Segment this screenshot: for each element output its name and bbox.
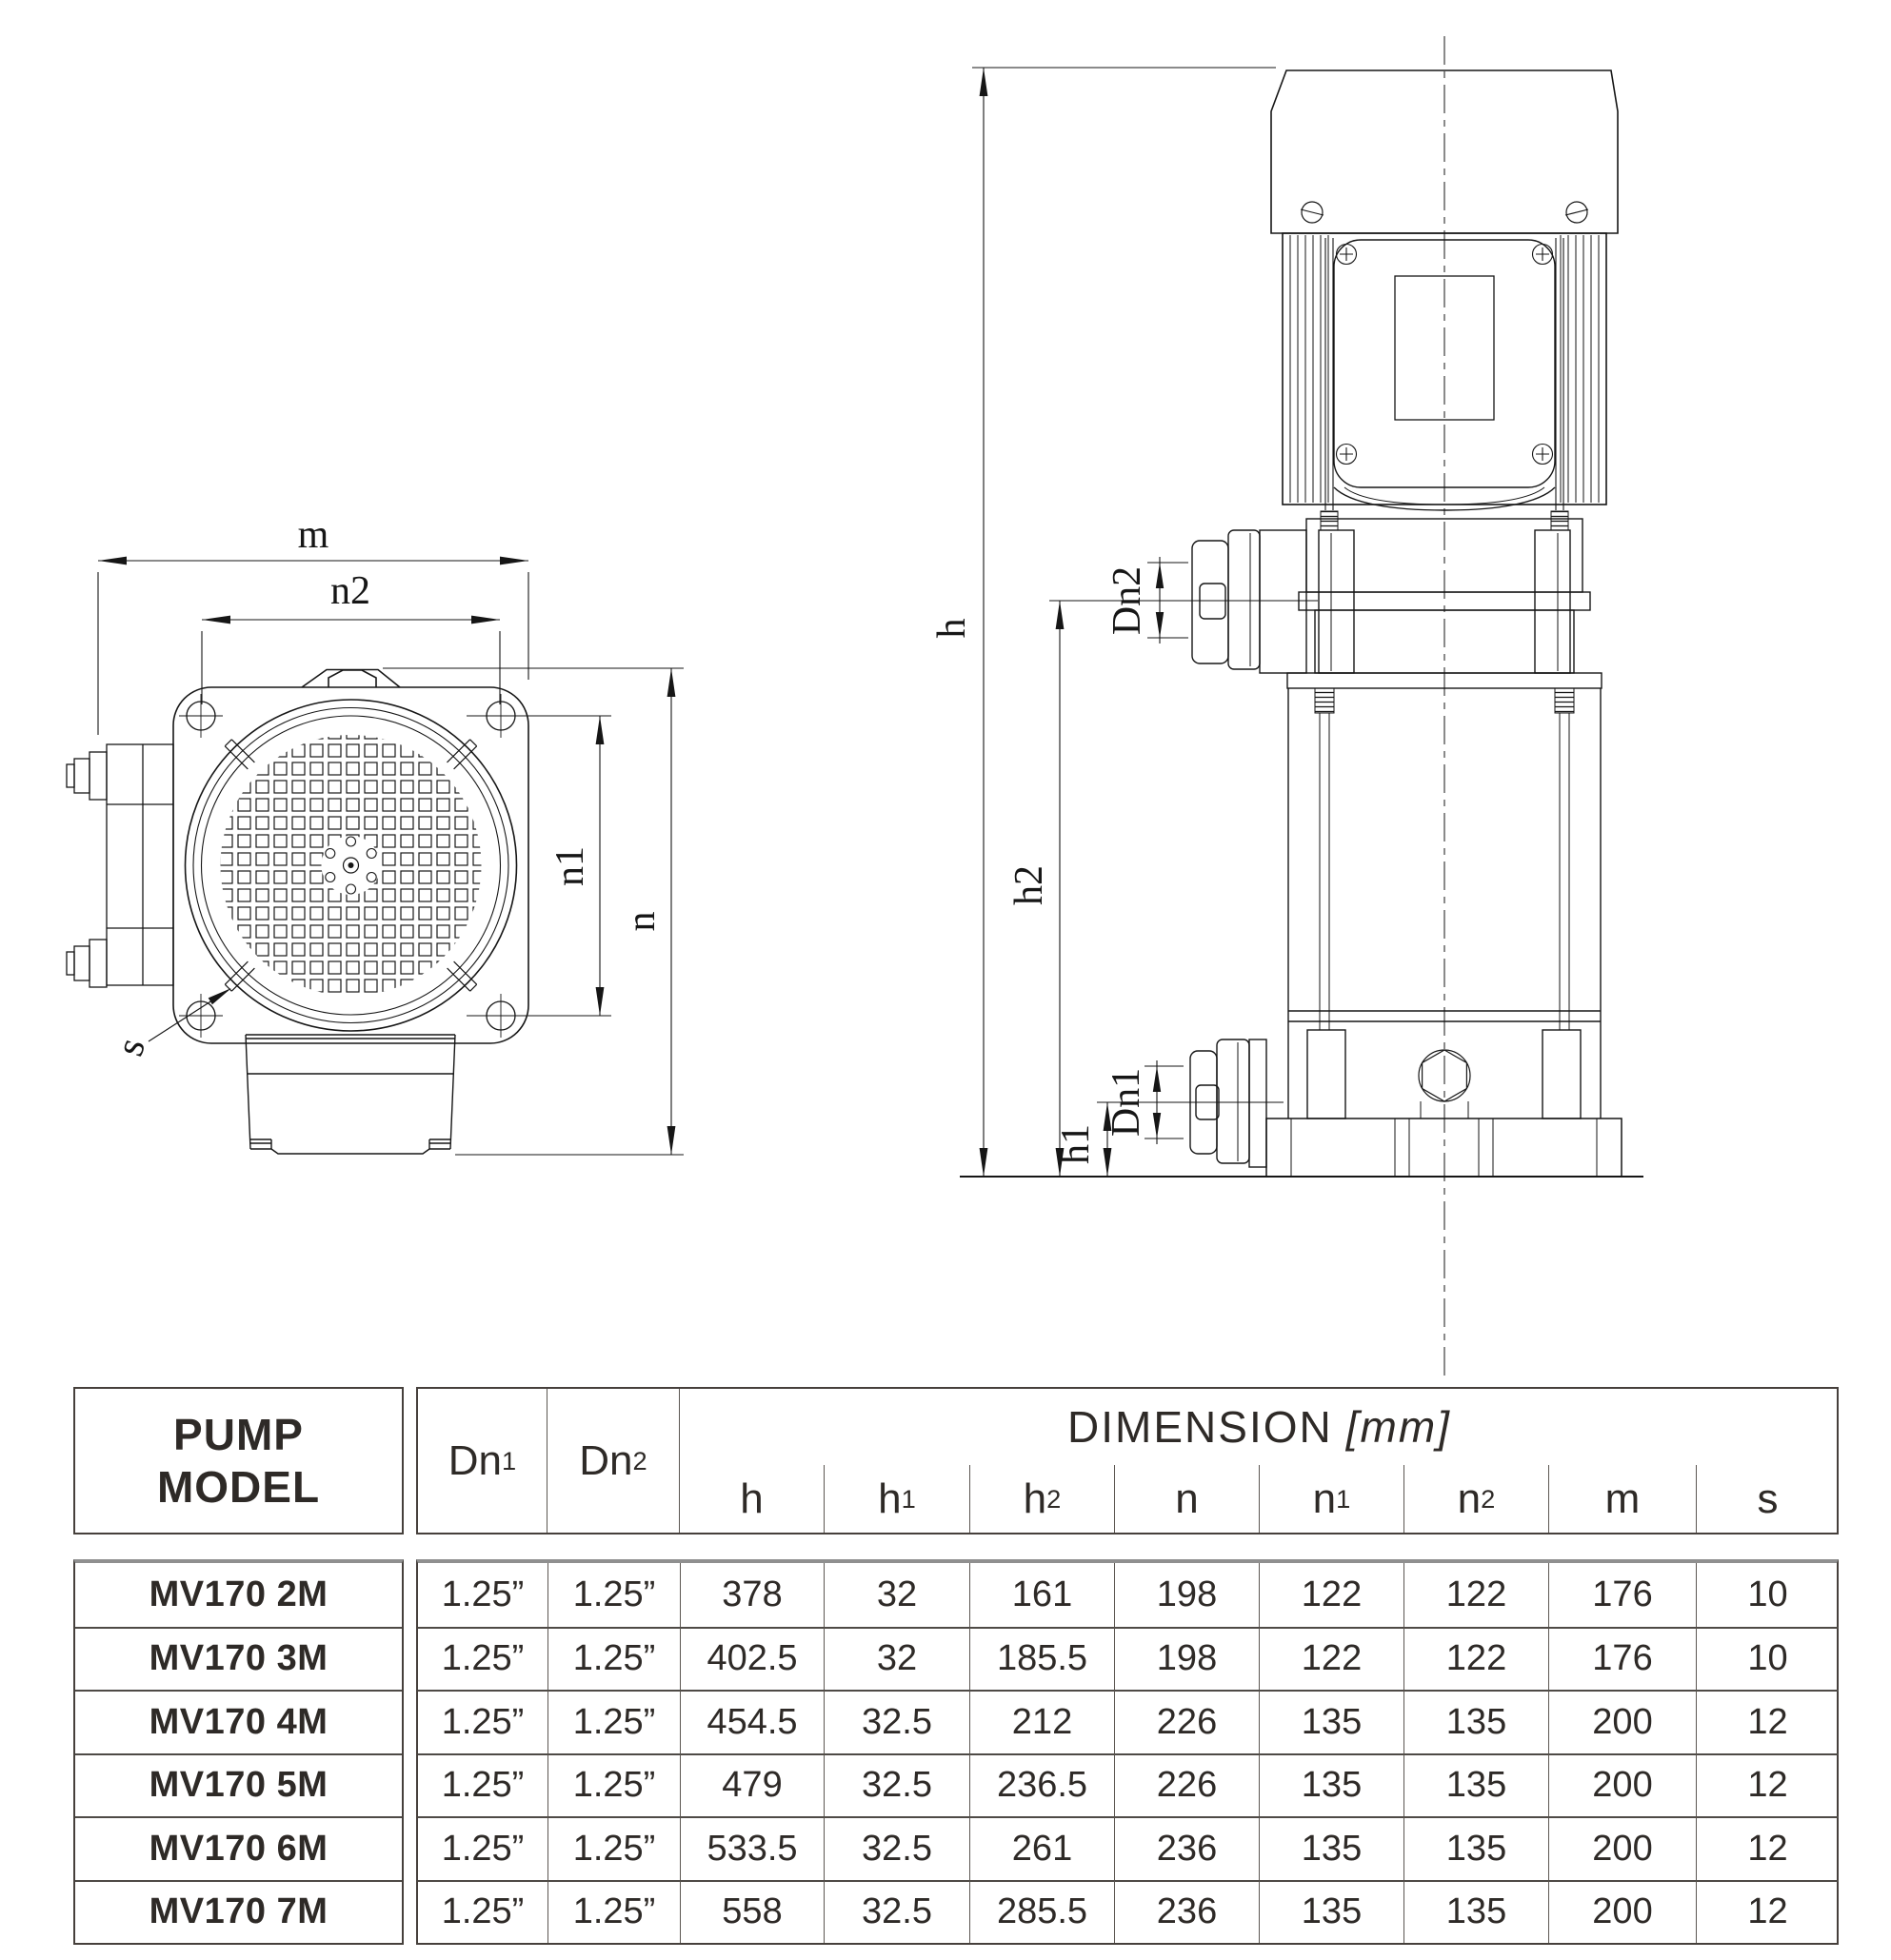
value-cell-s: 10 [1696, 1627, 1839, 1691]
value-cell-s: 12 [1696, 1880, 1839, 1944]
leader-s [149, 988, 231, 1041]
discharge-housing [246, 1035, 455, 1154]
value-cell-dn1: 1.25” [418, 1690, 547, 1753]
value-cell-dn1: 1.25” [418, 1753, 547, 1817]
table-data-row [73, 1559, 1839, 1945]
pump-model-header-line1: PUMP [173, 1410, 304, 1460]
value-cell-m: 200 [1548, 1880, 1696, 1944]
dimensions-header [416, 1387, 1839, 1534]
pump-side-view [930, 36, 1643, 1380]
label-h2: h2 [1007, 865, 1051, 905]
label-n1: n1 [548, 846, 592, 886]
label-s: s [108, 1033, 155, 1061]
table-header-row [73, 1387, 1839, 1534]
value-cell-m: 176 [1548, 1627, 1696, 1691]
value-cell-m: 200 [1548, 1753, 1696, 1817]
value-cell-h1: 32 [824, 1563, 969, 1627]
value-cell-h: 533.5 [680, 1816, 824, 1880]
value-cell-h2: 185.5 [969, 1627, 1114, 1691]
lifting-lug [302, 670, 400, 688]
pump-model-header-line2: MODEL [156, 1461, 321, 1512]
model-cell: MV170 5M [75, 1753, 402, 1817]
col-header-n: n [1114, 1465, 1259, 1533]
dn1-base: Dn [448, 1436, 503, 1484]
pump-model-header [73, 1387, 404, 1534]
label-n: n [620, 911, 664, 932]
value-cell-dn2: 1.25” [547, 1880, 680, 1944]
suction-port [1179, 1039, 1284, 1167]
value-cell-dn1: 1.25” [418, 1627, 547, 1691]
value-cell-h: 454.5 [680, 1690, 824, 1753]
dimension-table [73, 1387, 1839, 1945]
value-cell-n1: 135 [1259, 1753, 1403, 1817]
terminal-box [67, 744, 173, 987]
value-cell-h: 378 [680, 1563, 824, 1627]
value-cell-n: 198 [1114, 1627, 1259, 1691]
col-header-n2: n 2 [1403, 1465, 1548, 1533]
col-header-m: m [1548, 1465, 1696, 1533]
motor-body [1283, 233, 1606, 510]
model-cell: MV170 4M [75, 1690, 402, 1753]
value-cell-n2: 135 [1403, 1690, 1548, 1753]
col-header-h1: h 1 [824, 1465, 969, 1533]
dimension-title [680, 1389, 1839, 1465]
col-header-n1: n 1 [1259, 1465, 1403, 1533]
value-cell-n: 198 [1114, 1563, 1259, 1627]
dimension-n2 [202, 616, 500, 704]
value-cell-n2: 122 [1403, 1563, 1548, 1627]
col-header-dn2: Dn 2 [547, 1389, 680, 1533]
model-cell: MV170 2M [149, 1574, 328, 1614]
value-cell-h1: 32.5 [824, 1880, 969, 1944]
value-cell-h: 558 [680, 1880, 824, 1944]
value-cell-n: 226 [1114, 1690, 1259, 1753]
value-cell-dn2: 1.25” [547, 1753, 680, 1817]
model-cell: MV170 7M [75, 1880, 402, 1944]
value-cell-n2: 135 [1403, 1880, 1548, 1944]
value-cell-n1: 122 [1259, 1627, 1403, 1691]
value-cell-n: 236 [1114, 1816, 1259, 1880]
model-cell: MV170 3M [75, 1627, 402, 1691]
value-cell-n2: 135 [1403, 1753, 1548, 1817]
value-cell-n: 236 [1114, 1880, 1259, 1944]
value-cell-h2: 285.5 [969, 1880, 1114, 1944]
value-cell-dn2: 1.25” [547, 1563, 680, 1627]
value-cell-dn2: 1.25” [547, 1816, 680, 1880]
value-cell-n1: 135 [1259, 1880, 1403, 1944]
value-cell-n2: 135 [1403, 1816, 1548, 1880]
dimension-m [98, 557, 528, 735]
value-cell-h2: 161 [969, 1563, 1114, 1627]
value-cell-s: 12 [1696, 1816, 1839, 1880]
value-cell-n: 226 [1114, 1753, 1259, 1817]
dn2-base: Dn [579, 1436, 633, 1484]
value-cell-n1: 122 [1259, 1563, 1403, 1627]
value-cell-m: 176 [1548, 1563, 1696, 1627]
label-dn2: Dn2 [1105, 565, 1149, 636]
pump-top-view [67, 513, 684, 1155]
value-cell-n1: 135 [1259, 1690, 1403, 1753]
value-cell-h: 479 [680, 1753, 824, 1817]
label-m: m [297, 513, 329, 557]
value-cell-h1: 32.5 [824, 1816, 969, 1880]
value-cell-s: 12 [1696, 1690, 1839, 1753]
value-cell-h2: 212 [969, 1690, 1114, 1753]
value-cell-dn1: 1.25” [441, 1574, 525, 1614]
value-cell-dn1: 1.25” [418, 1816, 547, 1880]
value-cell-h1: 32.5 [824, 1753, 969, 1817]
label-n2: n2 [330, 569, 370, 613]
value-cell-s: 10 [1696, 1563, 1839, 1627]
value-cell-n1: 135 [1259, 1816, 1403, 1880]
label-h1: h1 [1054, 1124, 1098, 1164]
value-cell-dn1: 1.25” [418, 1880, 547, 1944]
value-cell-m: 200 [1548, 1690, 1696, 1753]
dimension-values [416, 1559, 1839, 1945]
col-header-h: h [740, 1475, 764, 1522]
pump-model-column [73, 1559, 404, 1945]
model-cell: MV170 6M [75, 1816, 402, 1880]
discharge-port [1184, 530, 1318, 673]
value-cell-h1: 32 [824, 1627, 969, 1691]
vent-grid [221, 735, 482, 996]
value-cell-s: 12 [1696, 1753, 1839, 1817]
col-header-dn1: Dn 1 [418, 1389, 547, 1533]
value-cell-m: 200 [1548, 1816, 1696, 1880]
value-cell-dn2: 1.25” [547, 1690, 680, 1753]
value-cell-dn2: 1.25” [547, 1627, 680, 1691]
value-cell-h2: 261 [969, 1816, 1114, 1880]
label-h: h [930, 618, 974, 639]
col-header-s: s [1696, 1465, 1839, 1533]
value-cell-h: 402.5 [680, 1627, 824, 1691]
value-cell-h2: 236.5 [969, 1753, 1114, 1817]
col-header-h2: h 2 [969, 1465, 1114, 1533]
value-cell-h1: 32.5 [824, 1690, 969, 1753]
value-cell-n2: 122 [1403, 1627, 1548, 1691]
dimension-unit: [mm] [1345, 1402, 1451, 1452]
dimension-title-text: DIMENSION [1067, 1402, 1333, 1452]
label-dn1: Dn1 [1105, 1067, 1148, 1138]
